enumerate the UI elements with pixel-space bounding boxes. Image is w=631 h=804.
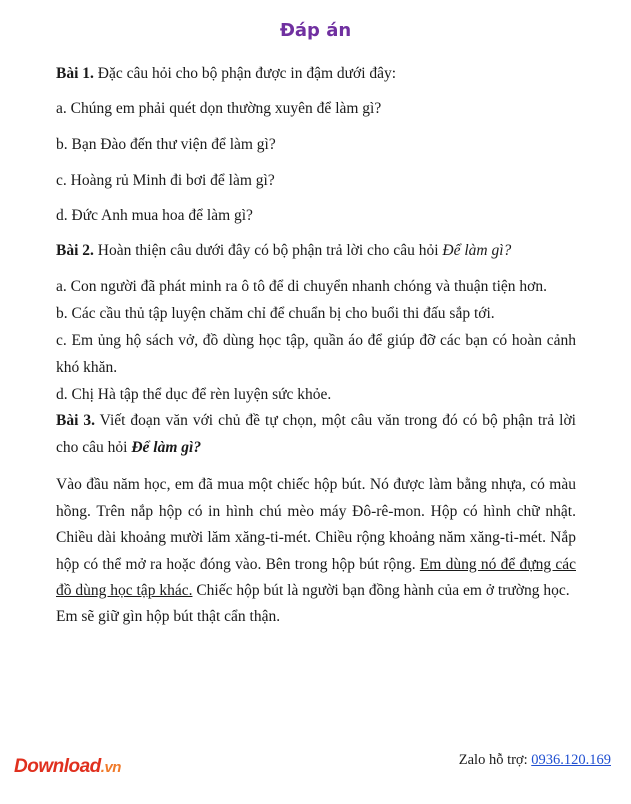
bai1-prompt: Đặc câu hỏi cho bộ phận được in đậm dưới đây: — [93, 65, 397, 82]
bai3-para-line5-underlined: đồ dùng học tập khác. — [56, 582, 193, 599]
bai2-item-c: c. Em ủng hộ sách vở, đồ dùng học tập, quần áo để giúp đỡ các bạn có hoàn cảnh — [56, 332, 576, 349]
bai2-prompt: Hoàn thiện câu dưới đây có bộ phận trả lời cho câu hỏi — [93, 242, 443, 259]
bai3-para-line1: Vào đầu năm học, em đã mua một chiếc hộp bút. Nó được làm bằng nhựa, có màu — [56, 476, 576, 493]
bai3-para-line5 — [56, 582, 570, 600]
logo-suffix: .vn — [100, 759, 121, 776]
bai2-prompt-italic: Để làm gì? — [442, 242, 512, 259]
zalo-label: Zalo hỗ trợ: — [458, 752, 532, 768]
bai2-item-d: d. Chị Hà tập thể dục để rèn luyện sức khỏe. — [56, 386, 332, 403]
bai3-para-line2: hồng. Trên nắp hộp có in hình chú mèo máy Đô-rê-mon. Hộp có hình chữ nhật. — [56, 503, 576, 520]
download-logo[interactable] — [14, 756, 121, 778]
bai1-item-d: d. Đức Anh mua hoa để làm gì? — [56, 207, 253, 224]
bai1-item-c: c. Hoàng rủ Minh đi bơi để làm gì? — [56, 172, 275, 189]
zalo-phone-link[interactable]: 0936.120.169 — [531, 752, 611, 768]
bai3-heading — [56, 412, 576, 430]
bai1-label: Bài 1. — [56, 65, 94, 82]
zalo-support — [459, 752, 611, 769]
bai3-prompt-line2: cho câu hỏi — [56, 439, 132, 456]
bai1-item-b: b. Bạn Đào đến thư viện để làm gì? — [56, 136, 276, 153]
bai3-prompt-line1: Viết đoạn văn với chủ đề tự chọn, một câu văn trong đó có bộ phận trả lời — [95, 412, 576, 429]
logo-main: Download — [14, 756, 101, 777]
page-title: Đáp án — [279, 20, 352, 41]
bai3-para-line6: Em sẽ giữ gìn hộp bút thật cẩn thận. — [56, 608, 281, 625]
bai3-para-line5-plain: Chiếc hộp bút là người bạn đồng hành của em ở trường học. — [192, 582, 570, 599]
bai2-heading — [56, 242, 511, 260]
bai1-item-a: a. Chúng em phải quét dọn thường xuyên để làm gì? — [56, 100, 382, 117]
bai1-heading — [56, 65, 396, 83]
bai2-item-b: b. Các cầu thủ tập luyện chăm chỉ để chuẩn bị cho buổi thi đấu sắp tới. — [56, 305, 495, 322]
bai3-prompt-bold-italic: Để làm gì? — [131, 439, 202, 456]
bai2-label: Bài 2. — [56, 242, 94, 259]
bai2-item-c-cont: khó khăn. — [56, 359, 118, 376]
bai2-item-a: a. Con người đã phát minh ra ô tô để di chuyển nhanh chóng và thuận tiện hơn. — [56, 278, 547, 295]
bai3-para-line4 — [56, 556, 576, 574]
bai3-para-line4-plain: hộp có thể mở ra hoặc đóng vào. Bên trong hộp bút rộng. — [56, 556, 420, 573]
bai3-para-line4-underlined: Em dùng nó để đựng các — [419, 556, 576, 573]
bai3-heading-cont — [56, 439, 201, 457]
bai3-para-line3: Chiều dài khoảng mười lăm xăng-ti-mét. Chiều rộng khoảng năm xăng-ti-mét. Nắp — [56, 529, 576, 546]
bai3-label: Bài 3. — [56, 412, 95, 429]
